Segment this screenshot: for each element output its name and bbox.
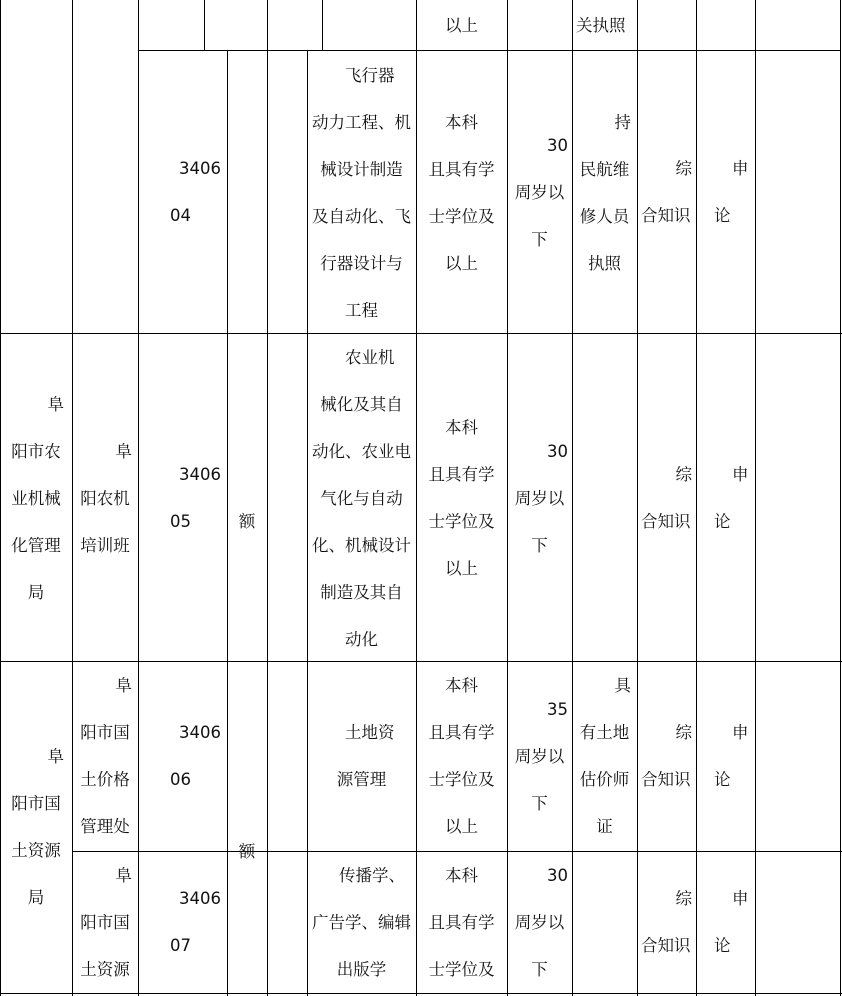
- major-cell: [307, 52, 416, 334]
- age-line: 周岁以: [514, 489, 565, 508]
- age-value: 30: [547, 442, 568, 461]
- conditions-line: 民航维: [579, 160, 630, 179]
- major-cell: [307, 334, 416, 663]
- unit-line: 土资源: [11, 841, 61, 860]
- age-value: 35: [547, 700, 568, 719]
- unit-line: 阳市农: [11, 442, 61, 461]
- code-cell: [138, 709, 227, 803]
- exam2-line: 申: [732, 159, 749, 178]
- dept-line: 阜: [115, 676, 132, 695]
- dept-cell: [72, 852, 138, 993]
- grid-line: [0, 333, 842, 334]
- education-line: 士学位及: [428, 770, 495, 789]
- exam2-cell: [696, 145, 755, 239]
- quota-text: 额: [238, 512, 256, 531]
- exam2-line: 论: [714, 206, 731, 225]
- age-line: 下: [531, 230, 548, 249]
- exam1-cell: [637, 145, 696, 239]
- conditions-line: 修人员: [579, 207, 630, 226]
- code-text: 3406: [179, 889, 221, 908]
- age-line: 周岁以: [514, 913, 565, 932]
- grid-line: [0, 993, 842, 994]
- education-line: 以上: [445, 817, 478, 836]
- code-text: 3406: [179, 159, 221, 178]
- education-line: 士学位及: [428, 960, 495, 979]
- unit-line: 阜: [47, 395, 64, 414]
- exam2-line: 论: [714, 936, 731, 955]
- grid-line: [204, 0, 205, 50]
- major-line: 动力工程、机: [312, 113, 411, 132]
- exam1-line: 综: [675, 889, 692, 908]
- code-text: 3406: [179, 723, 221, 742]
- unit-line: 局: [27, 888, 45, 907]
- education-line: 士学位及: [428, 512, 495, 531]
- unit-line: 阳市国: [11, 794, 61, 813]
- dept-line: 土价格: [80, 770, 130, 789]
- dept-line: 土资源: [80, 960, 130, 979]
- major-line: 及自动化、飞: [312, 207, 411, 226]
- grid-line: [840, 0, 841, 996]
- major-line: 土地资: [345, 723, 395, 742]
- grid-line: [138, 50, 840, 51]
- major-line: 源管理: [336, 770, 387, 789]
- education-line: 本科: [445, 866, 478, 885]
- education-cell: [416, 852, 507, 993]
- education-line: 且具有学: [428, 160, 495, 179]
- exam2-cell: [696, 709, 755, 803]
- dept-line: 阳市国: [80, 913, 130, 932]
- education-line: 以上: [445, 559, 478, 578]
- unit-cell: [0, 381, 72, 616]
- dept-line: 阳农机: [80, 489, 130, 508]
- exam2-line: 论: [714, 512, 731, 531]
- major-line: 制造及其自: [320, 583, 403, 602]
- exam1-line: 合知识: [641, 936, 691, 955]
- dept-line: 阜: [115, 866, 132, 885]
- exam1-cell: [637, 709, 696, 803]
- major-line: 械化及其自: [320, 395, 403, 414]
- dept-line: 阜: [115, 442, 132, 461]
- exam2-line: 申: [732, 465, 749, 484]
- age-cell: [507, 122, 572, 263]
- major-line: 传播学、: [339, 866, 405, 885]
- age-value: 30: [547, 866, 568, 885]
- dept-cell: [72, 428, 138, 569]
- major-cell: [307, 852, 416, 993]
- code-text: 07: [170, 936, 191, 955]
- quota-cell: [227, 828, 267, 875]
- grid-line: [267, 0, 268, 996]
- conditions-line: 有土地: [579, 723, 630, 742]
- conditions-line: 证: [596, 817, 613, 836]
- education-cell: [416, 404, 507, 592]
- top-conditions-cell: [572, 2, 637, 49]
- major-line: 气化与自动: [320, 489, 403, 508]
- exam1-cell: [637, 451, 696, 545]
- dept-cell: [72, 662, 138, 850]
- top-education-text: 以上: [445, 16, 478, 35]
- code-cell: [138, 145, 227, 239]
- education-line: 士学位及: [428, 207, 495, 226]
- age-cell: [507, 686, 572, 827]
- age-cell: [507, 428, 572, 569]
- code-text: 04: [170, 206, 191, 225]
- grid-line: [755, 0, 756, 996]
- dept-line: 管理处: [80, 817, 130, 836]
- quota-cell: [227, 498, 267, 545]
- major-line: 化、机械设计: [312, 536, 411, 555]
- major-line: 行器设计与: [320, 254, 403, 273]
- grid-line: [322, 0, 323, 50]
- exam2-line: 论: [714, 770, 731, 789]
- age-line: 周岁以: [514, 183, 565, 202]
- exam2-line: 申: [732, 889, 749, 908]
- education-line: 本科: [445, 113, 478, 132]
- exam1-line: 综: [675, 723, 692, 742]
- education-line: 本科: [445, 418, 478, 437]
- age-value: 30: [547, 136, 568, 155]
- major-line: 广告学、编辑: [312, 913, 411, 932]
- education-cell: [416, 662, 507, 850]
- conditions-cell: [572, 99, 637, 287]
- unit-line: 化管理: [11, 536, 61, 555]
- age-line: 周岁以: [514, 747, 565, 766]
- unit-line: 阜: [47, 747, 64, 766]
- major-cell: [307, 709, 416, 803]
- education-line: 且具有学: [428, 465, 495, 484]
- code-text: 3406: [179, 465, 221, 484]
- education-line: 且具有学: [428, 913, 495, 932]
- unit-line: 业机械: [11, 489, 61, 508]
- conditions-line: 执照: [588, 254, 621, 273]
- education-line: 且具有学: [428, 723, 495, 742]
- age-line: 下: [531, 794, 548, 813]
- quota-text: 额: [238, 842, 256, 861]
- exam1-line: 合知识: [641, 512, 691, 531]
- major-line: 动化、农业电: [312, 442, 411, 461]
- exam1-line: 合知识: [641, 770, 691, 789]
- dept-line: 阳市国: [80, 723, 130, 742]
- age-line: 下: [531, 536, 548, 555]
- age-line: 下: [531, 960, 548, 979]
- exam1-line: 合知识: [641, 206, 691, 225]
- major-line: 工程: [345, 301, 378, 320]
- code-text: 06: [170, 770, 191, 789]
- major-line: 出版学: [336, 960, 387, 979]
- conditions-cell: [572, 662, 637, 850]
- exam1-line: 综: [675, 465, 692, 484]
- exam2-cell: [696, 451, 755, 545]
- major-line: 械设计制造: [320, 160, 403, 179]
- education-line: 本科: [445, 676, 478, 695]
- exam1-cell: [637, 875, 696, 969]
- dept-line: 培训班: [80, 536, 130, 555]
- education-line: 以上: [445, 254, 478, 273]
- major-line: 农业机: [345, 348, 395, 367]
- code-cell: [138, 451, 227, 545]
- code-cell: [138, 875, 227, 969]
- exam2-cell: [696, 875, 755, 969]
- conditions-line: 估价师: [579, 770, 630, 789]
- education-cell: [416, 99, 507, 287]
- code-text: 05: [170, 512, 191, 531]
- conditions-line: 具: [614, 676, 631, 695]
- top-conditions-text: 关执照: [576, 16, 626, 35]
- exam1-line: 综: [675, 159, 692, 178]
- major-line: 动化: [345, 630, 378, 649]
- age-cell: [507, 852, 572, 993]
- conditions-line: 持: [614, 113, 631, 132]
- unit-cell: [0, 733, 72, 921]
- major-line: 飞行器: [345, 66, 395, 85]
- exam2-line: 申: [732, 723, 749, 742]
- unit-line: 局: [27, 583, 45, 602]
- top-education-cell: [416, 2, 507, 49]
